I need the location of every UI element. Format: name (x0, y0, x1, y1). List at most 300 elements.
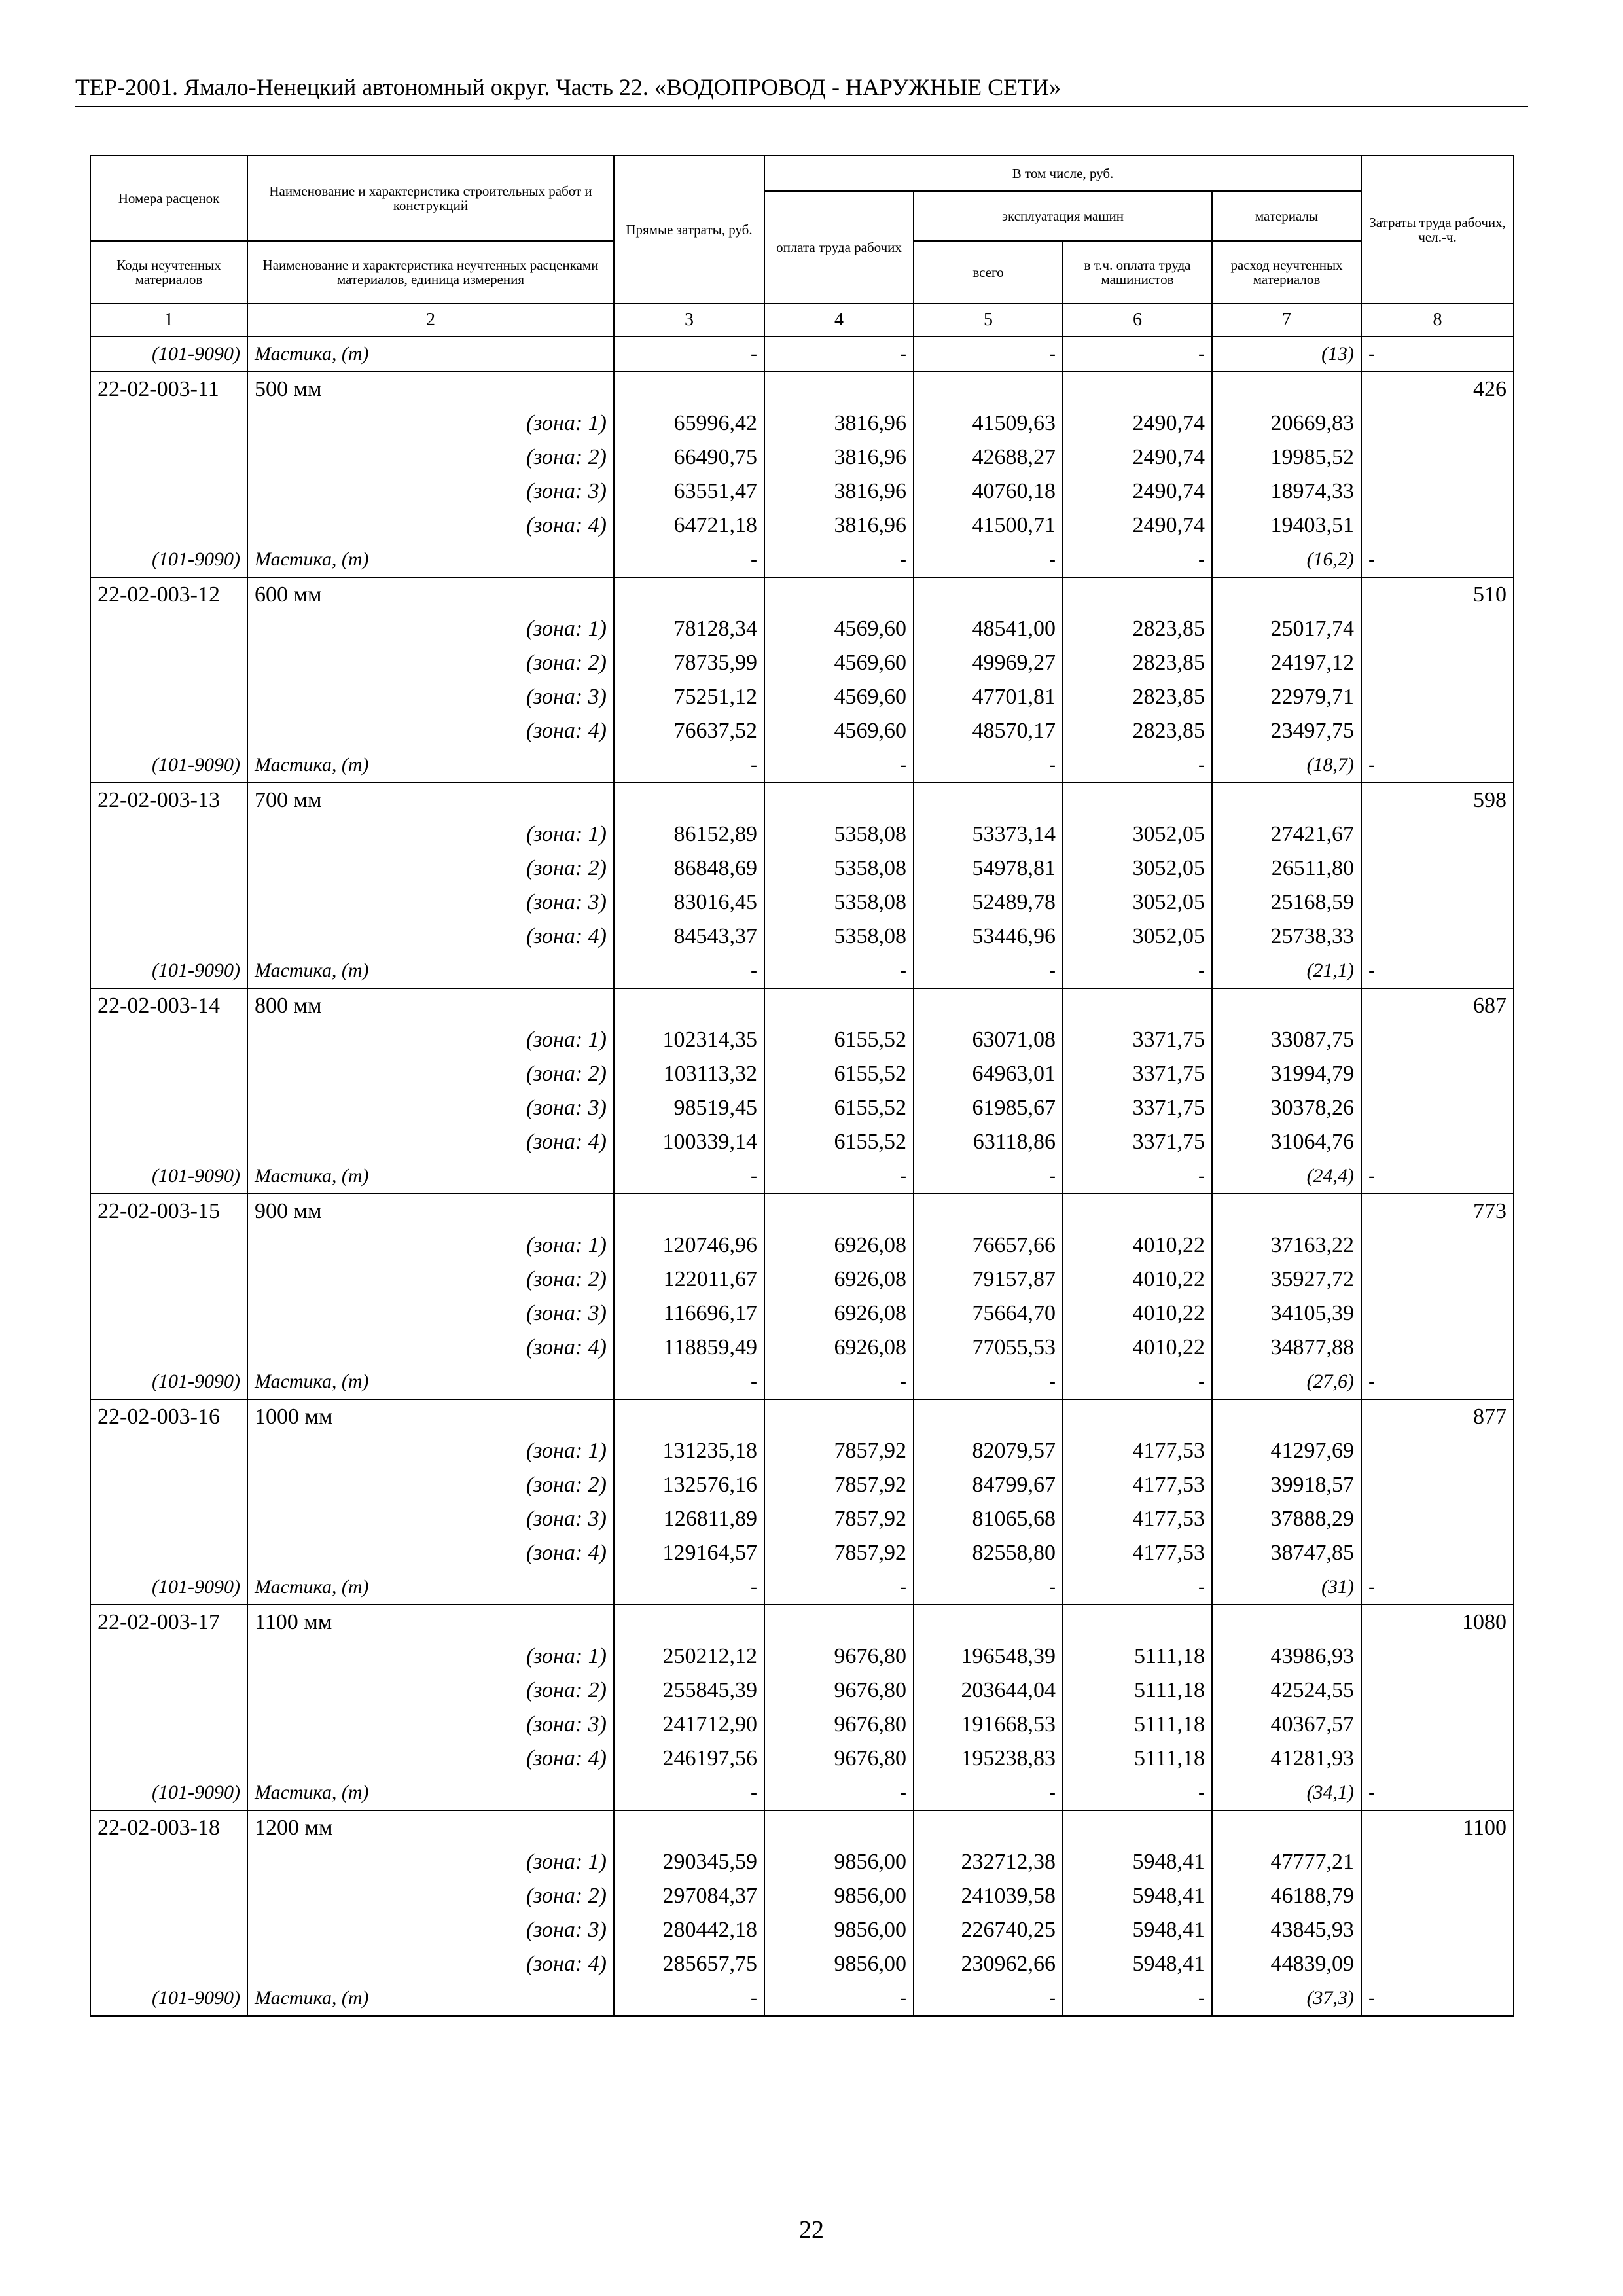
labor-pay: 6155,52 (764, 1125, 914, 1159)
machines-total: 63071,08 (914, 1023, 1063, 1057)
machinists-pay: 4010,22 (1063, 1263, 1212, 1297)
material-direct: - (614, 1981, 764, 2016)
material-direct: - (614, 954, 764, 988)
empty-cell (1361, 1297, 1514, 1331)
material-name: Мастика, (т) (247, 336, 614, 372)
zone-row (90, 680, 1514, 714)
zone-label: (зона: 2) (247, 1879, 614, 1913)
empty-cell (90, 920, 247, 954)
empty-cell (90, 1468, 247, 1502)
labor-pay: 7857,92 (764, 1536, 914, 1570)
material-row (90, 1365, 1514, 1399)
direct-costs: 76637,52 (614, 714, 764, 748)
zone-label: (зона: 3) (247, 1091, 614, 1125)
empty-cell (90, 817, 247, 852)
material-code: (101-9090) (90, 1981, 247, 2016)
empty-cell (1063, 783, 1212, 817)
material-machines: - (914, 1776, 1063, 1810)
empty-cell (90, 1297, 247, 1331)
labor-pay: 7857,92 (764, 1502, 914, 1536)
machinists-pay: 4177,53 (1063, 1502, 1212, 1536)
material-name: Мастика, (т) (247, 1776, 614, 1810)
materials-cost: 30378,26 (1212, 1091, 1361, 1125)
empty-cell (1361, 475, 1514, 509)
rate-name: 500 мм (247, 372, 614, 406)
rate-labor: 598 (1361, 783, 1514, 817)
empty-cell (1361, 406, 1514, 440)
empty-cell (764, 783, 914, 817)
empty-cell (1212, 1399, 1361, 1434)
rate-name: 1100 мм (247, 1605, 614, 1640)
empty-cell (914, 372, 1063, 406)
machines-total: 241039,58 (914, 1879, 1063, 1913)
empty-cell (90, 680, 247, 714)
empty-cell (614, 1810, 764, 1845)
empty-cell (1361, 1057, 1514, 1091)
machines-total: 82079,57 (914, 1434, 1063, 1468)
empty-cell (1361, 920, 1514, 954)
material-amount: (27,6) (1212, 1365, 1361, 1399)
machinists-pay: 2490,74 (1063, 509, 1212, 543)
direct-costs: 86152,89 (614, 817, 764, 852)
labor-pay: 4569,60 (764, 646, 914, 680)
empty-cell (90, 1879, 247, 1913)
zone-row (90, 1674, 1514, 1708)
machines-total: 81065,68 (914, 1502, 1063, 1536)
material-labor: - (1361, 1159, 1514, 1194)
zone-row (90, 1708, 1514, 1742)
labor-pay: 5358,08 (764, 817, 914, 852)
material-labor: - (1361, 336, 1514, 372)
machinists-pay: 5111,18 (1063, 1742, 1212, 1776)
machinists-pay: 4177,53 (1063, 1536, 1212, 1570)
materials-cost: 40367,57 (1212, 1708, 1361, 1742)
rate-name: 1200 мм (247, 1810, 614, 1845)
labor-pay: 4569,60 (764, 680, 914, 714)
zone-label: (зона: 3) (247, 1913, 614, 1947)
empty-cell (764, 1194, 914, 1229)
empty-cell (1361, 1742, 1514, 1776)
empty-cell (1063, 372, 1212, 406)
rate-title-row (90, 988, 1514, 1023)
material-row (90, 1159, 1514, 1194)
zone-row (90, 1913, 1514, 1947)
machinists-pay: 3371,75 (1063, 1057, 1212, 1091)
labor-pay: 3816,96 (764, 509, 914, 543)
materials-cost: 25168,59 (1212, 886, 1361, 920)
empty-cell (614, 988, 764, 1023)
zone-label: (зона: 1) (247, 612, 614, 646)
empty-cell (1361, 1023, 1514, 1057)
header-materials-unaccounted: расход неучтенных материалов (1212, 241, 1361, 304)
labor-pay: 3816,96 (764, 440, 914, 475)
empty-cell (1361, 1947, 1514, 1981)
labor-pay: 3816,96 (764, 406, 914, 440)
empty-cell (1361, 1879, 1514, 1913)
material-machines: - (914, 954, 1063, 988)
empty-cell (614, 1194, 764, 1229)
material-code: (101-9090) (90, 1365, 247, 1399)
zone-label: (зона: 3) (247, 680, 614, 714)
header-machines: эксплуатация машин (914, 191, 1212, 241)
empty-cell (1361, 1913, 1514, 1947)
material-name: Мастика, (т) (247, 1981, 614, 2016)
zone-label: (зона: 1) (247, 1845, 614, 1879)
empty-cell (1212, 988, 1361, 1023)
material-amount: (37,3) (1212, 1981, 1361, 2016)
empty-cell (90, 1091, 247, 1125)
zone-row (90, 886, 1514, 920)
zone-label: (зона: 4) (247, 1125, 614, 1159)
material-name: Мастика, (т) (247, 543, 614, 577)
materials-cost: 44839,09 (1212, 1947, 1361, 1981)
zone-row (90, 1229, 1514, 1263)
empty-cell (90, 1057, 247, 1091)
zone-label: (зона: 1) (247, 1434, 614, 1468)
rate-code: 22-02-003-11 (90, 372, 247, 406)
machinists-pay: 5948,41 (1063, 1845, 1212, 1879)
machinists-pay: 2490,74 (1063, 475, 1212, 509)
empty-cell (1212, 1810, 1361, 1845)
zone-label: (зона: 2) (247, 440, 614, 475)
empty-cell (764, 1605, 914, 1640)
material-machines: - (914, 1981, 1063, 2016)
empty-cell (90, 646, 247, 680)
materials-cost: 19985,52 (1212, 440, 1361, 475)
rate-title-row (90, 577, 1514, 612)
materials-cost: 31064,76 (1212, 1125, 1361, 1159)
machines-total: 48541,00 (914, 612, 1063, 646)
direct-costs: 246197,56 (614, 1742, 764, 1776)
empty-cell (1361, 1708, 1514, 1742)
empty-cell (914, 577, 1063, 612)
labor-pay: 3816,96 (764, 475, 914, 509)
direct-costs: 120746,96 (614, 1229, 764, 1263)
direct-costs: 66490,75 (614, 440, 764, 475)
empty-cell (1361, 714, 1514, 748)
material-direct: - (614, 336, 764, 372)
empty-cell (90, 1845, 247, 1879)
materials-cost: 43986,93 (1212, 1640, 1361, 1674)
material-row (90, 543, 1514, 577)
machinists-pay: 5948,41 (1063, 1913, 1212, 1947)
materials-cost: 41297,69 (1212, 1434, 1361, 1468)
empty-cell (90, 1708, 247, 1742)
zone-row (90, 1331, 1514, 1365)
zone-row (90, 1297, 1514, 1331)
zone-label: (зона: 4) (247, 714, 614, 748)
labor-pay: 9856,00 (764, 1879, 914, 1913)
direct-costs: 86848,69 (614, 852, 764, 886)
direct-costs: 241712,90 (614, 1708, 764, 1742)
machines-total: 47701,81 (914, 680, 1063, 714)
machines-total: 63118,86 (914, 1125, 1063, 1159)
machines-total: 84799,67 (914, 1468, 1063, 1502)
zone-label: (зона: 1) (247, 406, 614, 440)
machines-total: 53446,96 (914, 920, 1063, 954)
empty-cell (90, 440, 247, 475)
machinists-pay: 4010,22 (1063, 1331, 1212, 1365)
empty-cell (614, 1399, 764, 1434)
header-rate-numbers: Номера расценок (90, 156, 247, 241)
empty-cell (90, 1331, 247, 1365)
material-machines: - (914, 1159, 1063, 1194)
material-direct: - (614, 1776, 764, 1810)
rate-code: 22-02-003-17 (90, 1605, 247, 1640)
empty-cell (90, 1536, 247, 1570)
machinists-pay: 3052,05 (1063, 920, 1212, 954)
material-labor: - (1361, 1776, 1514, 1810)
empty-cell (614, 783, 764, 817)
machinists-pay: 2823,85 (1063, 646, 1212, 680)
labor-pay: 9676,80 (764, 1674, 914, 1708)
rate-name: 900 мм (247, 1194, 614, 1229)
empty-cell (90, 1125, 247, 1159)
zone-label: (зона: 2) (247, 852, 614, 886)
empty-cell (1212, 577, 1361, 612)
rate-table (90, 155, 1514, 2017)
empty-cell (1063, 1399, 1212, 1434)
labor-pay: 5358,08 (764, 920, 914, 954)
machinists-pay: 5948,41 (1063, 1947, 1212, 1981)
direct-costs: 122011,67 (614, 1263, 764, 1297)
zone-row (90, 920, 1514, 954)
direct-costs: 75251,12 (614, 680, 764, 714)
rate-labor: 877 (1361, 1399, 1514, 1434)
material-labor: - (1361, 543, 1514, 577)
machines-total: 49969,27 (914, 646, 1063, 680)
empty-cell (90, 1229, 247, 1263)
material-name: Мастика, (т) (247, 748, 614, 783)
column-number: 6 (1063, 304, 1212, 336)
material-pay: - (764, 954, 914, 988)
empty-cell (1361, 1331, 1514, 1365)
machines-total: 48570,17 (914, 714, 1063, 748)
page-number: 22 (799, 2216, 824, 2244)
material-pay: - (764, 1365, 914, 1399)
machines-total: 77055,53 (914, 1331, 1063, 1365)
empty-cell (1361, 1434, 1514, 1468)
labor-pay: 7857,92 (764, 1434, 914, 1468)
material-code: (101-9090) (90, 1570, 247, 1605)
zone-label: (зона: 2) (247, 1674, 614, 1708)
materials-cost: 33087,75 (1212, 1023, 1361, 1057)
material-machines: - (914, 1570, 1063, 1605)
direct-costs: 65996,42 (614, 406, 764, 440)
rate-title-row (90, 1399, 1514, 1434)
material-direct: - (614, 748, 764, 783)
material-labor: - (1361, 1570, 1514, 1605)
machines-total: 42688,27 (914, 440, 1063, 475)
direct-costs: 102314,35 (614, 1023, 764, 1057)
labor-pay: 9676,80 (764, 1640, 914, 1674)
empty-cell (1063, 1810, 1212, 1845)
rate-title-row (90, 1194, 1514, 1229)
machines-total: 61985,67 (914, 1091, 1063, 1125)
material-name: Мастика, (т) (247, 1570, 614, 1605)
direct-costs: 255845,39 (614, 1674, 764, 1708)
empty-cell (90, 509, 247, 543)
machinists-pay: 5111,18 (1063, 1708, 1212, 1742)
empty-cell (90, 852, 247, 886)
zone-row (90, 440, 1514, 475)
direct-costs: 116696,17 (614, 1297, 764, 1331)
zone-row (90, 1057, 1514, 1091)
labor-pay: 4569,60 (764, 714, 914, 748)
material-machinists: - (1063, 1159, 1212, 1194)
material-machinists: - (1063, 748, 1212, 783)
empty-cell (1361, 1125, 1514, 1159)
machinists-pay: 4177,53 (1063, 1434, 1212, 1468)
machines-total: 54978,81 (914, 852, 1063, 886)
zone-row (90, 1468, 1514, 1502)
empty-cell (1361, 1229, 1514, 1263)
materials-cost: 41281,93 (1212, 1742, 1361, 1776)
materials-cost: 47777,21 (1212, 1845, 1361, 1879)
material-pay: - (764, 1570, 914, 1605)
empty-cell (1361, 680, 1514, 714)
header-labor-pay: оплата труда рабочих (764, 191, 914, 304)
zone-label: (зона: 1) (247, 817, 614, 852)
labor-pay: 5358,08 (764, 852, 914, 886)
material-labor: - (1361, 748, 1514, 783)
zone-label: (зона: 4) (247, 1947, 614, 1981)
material-row (90, 1981, 1514, 2016)
materials-cost: 34105,39 (1212, 1297, 1361, 1331)
material-amount: (18,7) (1212, 748, 1361, 783)
direct-costs: 78128,34 (614, 612, 764, 646)
material-labor: - (1361, 1365, 1514, 1399)
empty-cell (764, 577, 914, 612)
machines-total: 195238,83 (914, 1742, 1063, 1776)
material-pay: - (764, 336, 914, 372)
rate-code: 22-02-003-18 (90, 1810, 247, 1845)
rate-labor: 1100 (1361, 1810, 1514, 1845)
column-number: 8 (1361, 304, 1514, 336)
column-numbers-row (90, 304, 1514, 336)
materials-cost: 46188,79 (1212, 1879, 1361, 1913)
zone-label: (зона: 2) (247, 646, 614, 680)
labor-pay: 6926,08 (764, 1331, 914, 1365)
empty-cell (1361, 1468, 1514, 1502)
machines-total: 196548,39 (914, 1640, 1063, 1674)
direct-costs: 78735,99 (614, 646, 764, 680)
rate-labor: 510 (1361, 577, 1514, 612)
labor-pay: 9856,00 (764, 1845, 914, 1879)
empty-cell (1063, 1194, 1212, 1229)
labor-pay: 9676,80 (764, 1708, 914, 1742)
empty-cell (90, 1023, 247, 1057)
machinists-pay: 2823,85 (1063, 612, 1212, 646)
machines-total: 52489,78 (914, 886, 1063, 920)
machinists-pay: 2490,74 (1063, 406, 1212, 440)
materials-cost: 19403,51 (1212, 509, 1361, 543)
empty-cell (914, 988, 1063, 1023)
labor-pay: 4569,60 (764, 612, 914, 646)
empty-cell (1361, 1263, 1514, 1297)
machines-total: 41500,71 (914, 509, 1063, 543)
zone-label: (зона: 1) (247, 1023, 614, 1057)
empty-cell (1361, 1502, 1514, 1536)
material-amount: (16,2) (1212, 543, 1361, 577)
empty-cell (914, 783, 1063, 817)
empty-cell (90, 406, 247, 440)
material-machinists: - (1063, 954, 1212, 988)
empty-cell (90, 1742, 247, 1776)
labor-pay: 5358,08 (764, 886, 914, 920)
zone-label: (зона: 2) (247, 1057, 614, 1091)
zone-row (90, 1263, 1514, 1297)
machines-total: 64963,01 (914, 1057, 1063, 1091)
material-code: (101-9090) (90, 954, 247, 988)
material-pay: - (764, 1981, 914, 2016)
machinists-pay: 4010,22 (1063, 1297, 1212, 1331)
zone-row (90, 1502, 1514, 1536)
zone-row (90, 1742, 1514, 1776)
rate-title-row (90, 1605, 1514, 1640)
rate-code: 22-02-003-13 (90, 783, 247, 817)
material-name: Мастика, (т) (247, 954, 614, 988)
zone-row (90, 817, 1514, 852)
empty-cell (90, 886, 247, 920)
material-machines: - (914, 543, 1063, 577)
material-direct: - (614, 1159, 764, 1194)
rate-code: 22-02-003-14 (90, 988, 247, 1023)
header-including: В том числе, руб. (764, 156, 1361, 191)
machinists-pay: 3371,75 (1063, 1125, 1212, 1159)
rate-name: 800 мм (247, 988, 614, 1023)
machines-total: 41509,63 (914, 406, 1063, 440)
empty-cell (1212, 1605, 1361, 1640)
labor-pay: 9856,00 (764, 1913, 914, 1947)
material-code: (101-9090) (90, 1776, 247, 1810)
zone-row (90, 646, 1514, 680)
direct-costs: 129164,57 (614, 1536, 764, 1570)
machines-total: 226740,25 (914, 1913, 1063, 1947)
material-machines: - (914, 748, 1063, 783)
empty-cell (1361, 1674, 1514, 1708)
materials-cost: 24197,12 (1212, 646, 1361, 680)
empty-cell (90, 1913, 247, 1947)
header-material-name: Наименование и характеристика неучтенных расценками материалов, единица измерения (247, 241, 614, 304)
material-amount: (24,4) (1212, 1159, 1361, 1194)
machines-total: 40760,18 (914, 475, 1063, 509)
machinists-pay: 3052,05 (1063, 817, 1212, 852)
empty-cell (90, 1674, 247, 1708)
zone-label: (зона: 2) (247, 1263, 614, 1297)
labor-pay: 6926,08 (764, 1229, 914, 1263)
header-material-codes: Коды неучтенных материалов (90, 241, 247, 304)
machinists-pay: 3371,75 (1063, 1091, 1212, 1125)
rate-title-row (90, 1810, 1514, 1845)
machines-total: 191668,53 (914, 1708, 1063, 1742)
header-machines-total: всего (914, 241, 1063, 304)
material-pay: - (764, 1159, 914, 1194)
material-row (90, 748, 1514, 783)
zone-label: (зона: 1) (247, 1640, 614, 1674)
materials-cost: 27421,67 (1212, 817, 1361, 852)
machines-total: 75664,70 (914, 1297, 1063, 1331)
zone-row (90, 852, 1514, 886)
machines-total: 53373,14 (914, 817, 1063, 852)
empty-cell (1361, 646, 1514, 680)
empty-cell (764, 1399, 914, 1434)
machines-total: 203644,04 (914, 1674, 1063, 1708)
machinists-pay: 2490,74 (1063, 440, 1212, 475)
material-amount: (13) (1212, 336, 1361, 372)
machinists-pay: 5111,18 (1063, 1640, 1212, 1674)
machinists-pay: 2823,85 (1063, 714, 1212, 748)
